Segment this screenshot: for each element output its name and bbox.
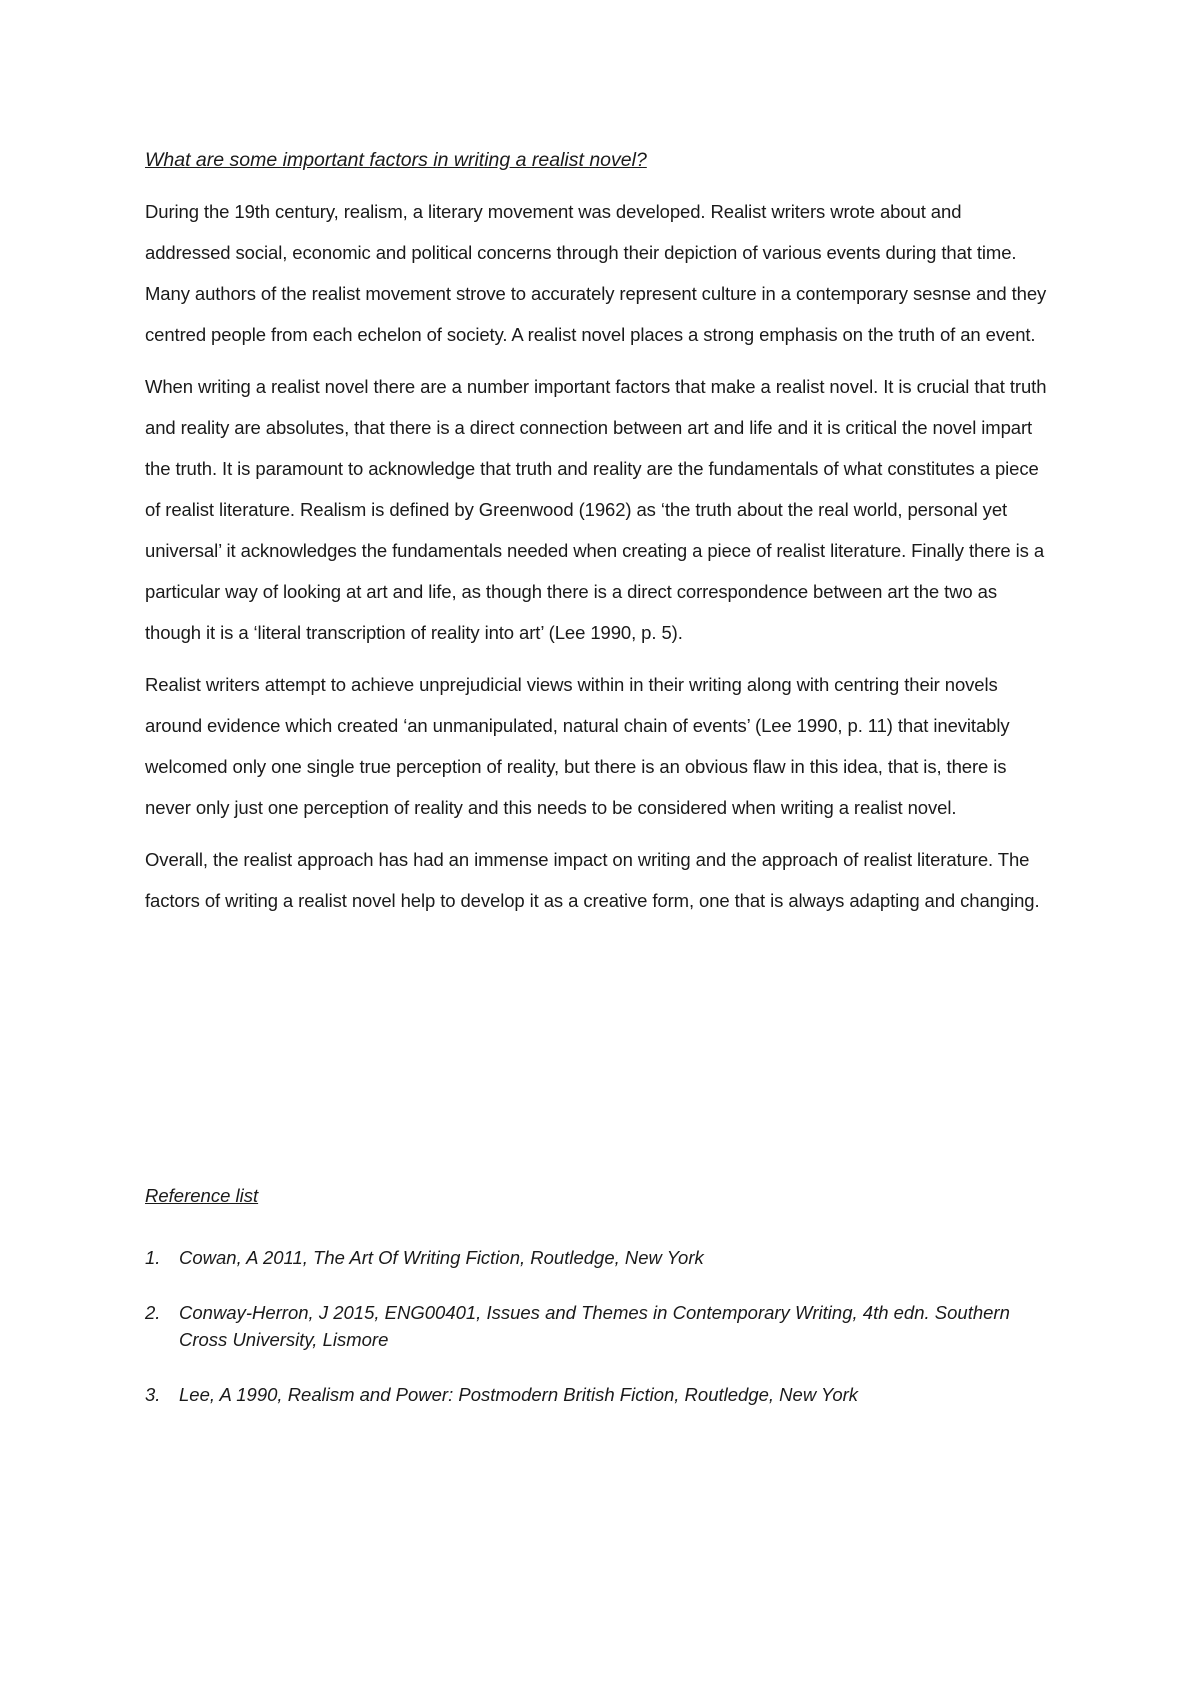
reference-text: Conway-Herron, J 2015, ENG00401, Issues and Themes in Contemporary Writing, 4th edn. Southern Cross University, Lismore [179,1302,1010,1350]
reference-number: 2. [145,1302,161,1323]
paragraph-2: When writing a realist novel there are a number important factors that make a realist novel. It is crucial that truth and reality are absolutes, that there is a direct connection between art and life and it is critical the novel impart the truth. It is paramount to acknowledge that truth and reality are the fundamentals of what constitutes a piece of realist literature. Realism is defined by Greenwood (1962) as ‘the truth about the real world, personal yet universal’ it acknowledges the fundamentals needed when creating a piece of realist literature. Finally there is a particular way of looking at art and life, as though there is a direct correspondence between art the two as though it is a ‘literal transcription of reality into art’ (Lee 1990, p. 5). [145,376,1047,643]
reference-list [145,1244,1050,1436]
reference-number: 3. [145,1384,161,1405]
reference-list-heading: Reference list [145,1185,259,1206]
document-page [145,148,1050,1405]
reference-item [145,1244,1050,1271]
reference-item [145,1381,1050,1408]
reference-text: Cowan, A 2011, The Art Of Writing Fiction, Routledge, New York [179,1247,704,1268]
reference-item [145,1299,1050,1353]
paragraph-4: Overall, the realist approach has had an immense impact on writing and the approach of realist literature. The factors of writing a realist novel help to develop it as a creative form, one that is always adapting and changing. [145,849,1040,911]
paragraph-1: During the 19th century, realism, a literary movement was developed. Realist writers wrote about and addressed social, economic and political concerns through their depiction of various events during that time. Many authors of the realist movement strove to accurately represent culture in a contemporary sesnse and they centred people from each echelon of society. A realist novel places a strong emphasis on the truth of an event. [145,201,1047,345]
document-title: What are some important factors in writing a realist novel? [145,149,647,171]
reference-number: 1. [145,1247,161,1268]
reference-text: Lee, A 1990, Realism and Power: Postmodern British Fiction, Routledge, New York [179,1384,859,1405]
paragraph-3: Realist writers attempt to achieve unprejudicial views within in their writing along with centring their novels around evidence which created ‘an unmanipulated, natural chain of events’ (Lee 1990, p. 11) that inevitably welcomed only one single true perception of reality, but there is an obvious flaw in this idea, that is, there is never only just one perception of reality and this needs to be considered when writing a realist novel. [145,674,1010,818]
